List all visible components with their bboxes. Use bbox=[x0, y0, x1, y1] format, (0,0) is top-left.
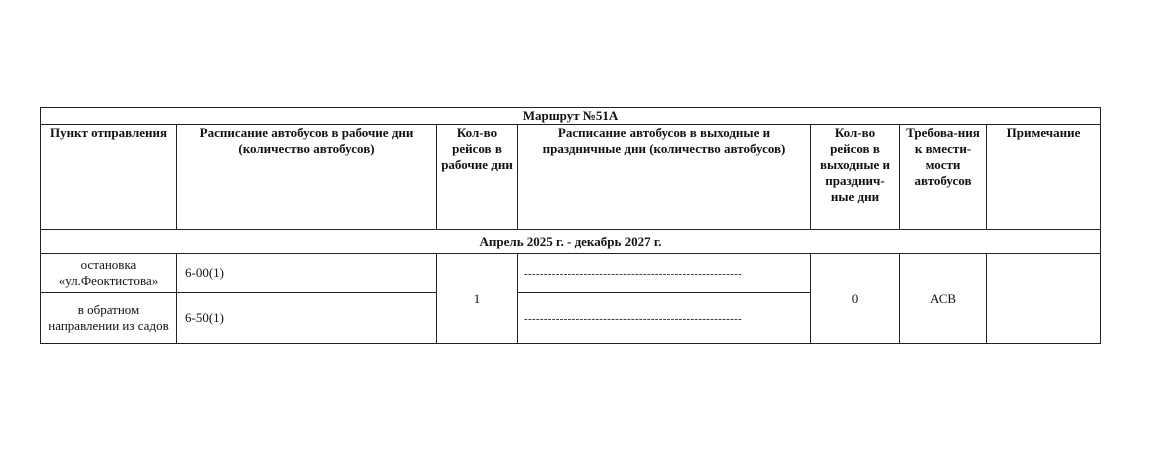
weekend-schedule-dashes: ------------------------------------------------------- bbox=[524, 312, 742, 325]
weekday-schedule-cell: 6-00(1) bbox=[177, 254, 437, 293]
table-row bbox=[41, 254, 1101, 293]
route-title: Маршрут №51А bbox=[41, 108, 1101, 125]
weekend-schedule-cell bbox=[518, 293, 811, 344]
weekday-schedule-cell: 6-50(1) bbox=[177, 293, 437, 344]
header-note: Примечание bbox=[987, 125, 1101, 230]
header-capacity-requirements: Требова-ния к вмести-мости автобусов bbox=[900, 125, 987, 230]
departure-stop: в обратном направлении из садов bbox=[41, 293, 177, 344]
period-label: Апрель 2025 г. - декабрь 2027 г. bbox=[41, 230, 1101, 254]
capacity-cell: АСВ bbox=[900, 254, 987, 344]
header-weekend-trips: Кол-во рейсов в выходные и празднич-ные дни bbox=[811, 125, 900, 230]
route-title-row bbox=[41, 108, 1101, 125]
note-cell bbox=[987, 254, 1101, 344]
weekday-trips-cell: 1 bbox=[437, 254, 518, 344]
weekend-schedule-dashes: ------------------------------------------------------- bbox=[524, 267, 742, 280]
header-weekday-trips: Кол-во рейсов в рабочие дни bbox=[437, 125, 518, 230]
period-row bbox=[41, 230, 1101, 254]
weekend-trips-cell: 0 bbox=[811, 254, 900, 344]
route-schedule-table bbox=[40, 107, 1101, 344]
weekend-schedule-cell bbox=[518, 254, 811, 293]
header-weekend-schedule: Расписание автобусов в выходные и праздничные дни (количество автобусов) bbox=[518, 125, 811, 230]
header-weekday-schedule: Расписание автобусов в рабочие дни (количество автобусов) bbox=[177, 125, 437, 230]
header-departure-point: Пункт отправления bbox=[41, 125, 177, 230]
column-header-row bbox=[41, 125, 1101, 230]
departure-stop: остановка «ул.Феоктистова» bbox=[41, 254, 177, 293]
